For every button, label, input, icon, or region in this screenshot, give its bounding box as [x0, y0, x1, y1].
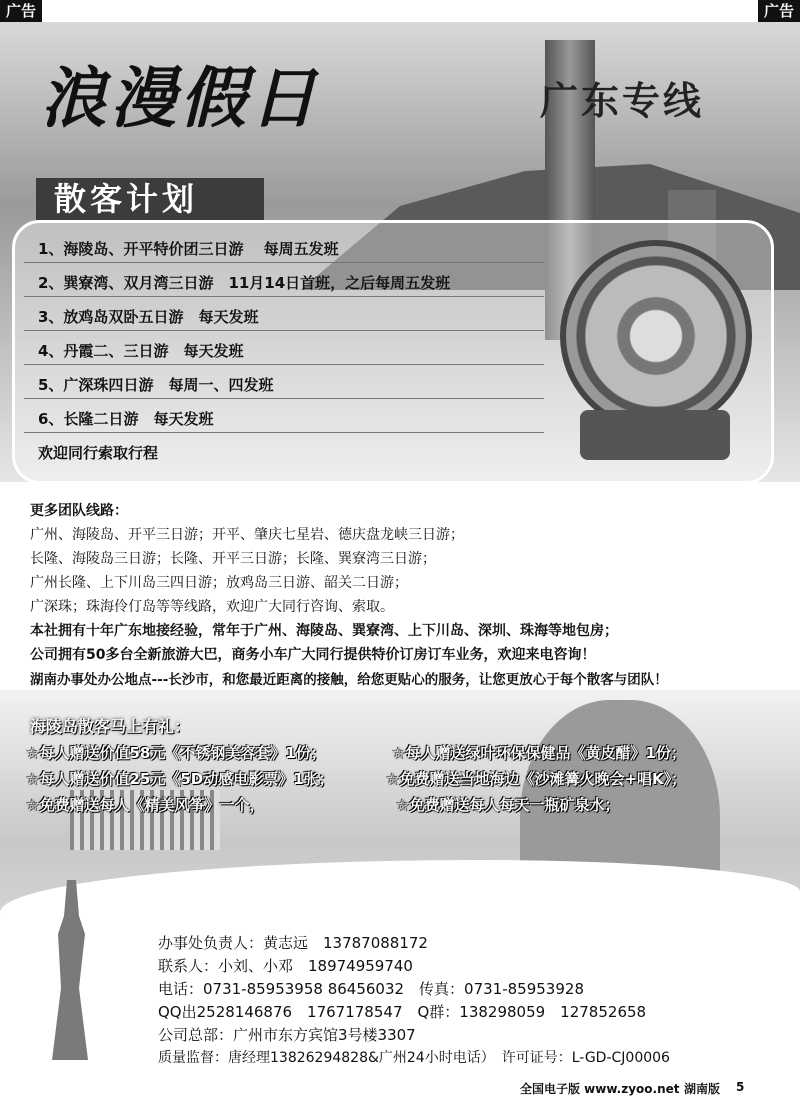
plan-item: 6、长隆二日游 每天发班 — [38, 410, 214, 428]
brand-logo: 浪漫假日 — [40, 59, 320, 137]
plan-note: 欢迎同行索取行程 — [38, 444, 159, 462]
contact-line: 办事处负责人：黄志远 13787088172 — [158, 934, 428, 952]
divider — [24, 262, 544, 263]
ad-tag-left: 广告 — [0, 0, 42, 22]
section-title: 散客计划 — [36, 178, 264, 220]
gift-title: 海陵岛散客马上有礼： — [30, 717, 191, 736]
gift-item: ☆免费赠送当地海边《沙滩篝火晚会+唱K》； — [386, 770, 687, 788]
contact-line: 联系人：小刘、小邓 18974959740 — [158, 957, 413, 975]
divider — [24, 296, 544, 297]
plan-item: 4、丹霞二、三日游 每天发班 — [38, 342, 244, 360]
gift-item: ☆每人赠送价值58元《不锈钢美容套》1份； — [26, 744, 326, 762]
route-line: 广深珠；珠海伶仃岛等等线路，欢迎广大同行咨询、索取。 — [30, 599, 394, 615]
contact-line: QQ出2528146876 1767178547 Q群：138298059 127852658 — [158, 1003, 647, 1021]
company-info: 湖南办事处办公地点---长沙市，和您最近距离的接触，给您更贴心的服务，让您更放心于每个散客与团队！ — [30, 672, 668, 688]
contact-line: 电话：0731-85953958 86456032 传真：0731-85953928 — [158, 980, 584, 998]
company-info: 本社拥有十年广东地接经验，常年于广州、海陵岛、巽寮湾、上下川岛、深圳、珠海等地包房； — [30, 623, 618, 639]
gift-item: ☆每人赠送价值25元《5D动感电影票》1张； — [26, 770, 334, 788]
divider — [24, 364, 544, 365]
gift-item: ☆每人赠送绿叶环保保健品《黄皮醋》1份； — [392, 744, 686, 762]
sundial-icon — [560, 240, 752, 432]
sundial-base — [580, 410, 730, 460]
contact-line: 公司总部：广州市东方宾馆3号楼3307 — [158, 1026, 416, 1044]
gift-item: ☆免费赠送每人《精美风筝》一个， — [26, 796, 265, 814]
footer-page: 5 — [736, 1080, 745, 1094]
plan-item: 3、放鸡岛双卧五日游 每天发班 — [38, 308, 259, 326]
footer-edition: 湖南版 — [684, 1082, 721, 1096]
divider — [24, 398, 544, 399]
ad-tag-right: 广告 — [758, 0, 800, 22]
footer-site: 全国电子版 www.zyoo.net — [520, 1082, 680, 1096]
route-line: 长隆、海陵岛三日游；长隆、开平三日游；长隆、巽寮湾三日游； — [30, 551, 436, 567]
contact-line: 质量监督：唐经理13826294828&广州24小时电话） 许可证号：L-GD-CJ00006 — [158, 1050, 670, 1066]
plan-item: 1、海陵岛、开平特价团三日游 每周五发班 — [38, 240, 339, 258]
route-line: 广州长隆、上下川岛三四日游；放鸡岛三日游、韶关二日游； — [30, 575, 408, 591]
company-info: 公司拥有50多台全新旅游大巴，商务小车广大同行提供特价订房订车业务，欢迎来电咨询！ — [30, 647, 596, 663]
plan-item: 5、广深珠四日游 每周一、四发班 — [38, 376, 274, 394]
more-routes-title: 更多团队线路： — [30, 503, 128, 519]
line-title: 广东专线 — [540, 79, 705, 123]
route-line: 广州、海陵岛、开平三日游；开平、肇庆七星岩、德庆盘龙峡三日游； — [30, 527, 464, 543]
plan-item: 2、巽寮湾、双月湾三日游 11月14日首班，之后每周五发班 — [38, 274, 451, 292]
divider — [24, 330, 544, 331]
gift-item: ☆免费赠送每人每天一瓶矿泉水； — [396, 796, 620, 814]
divider — [24, 432, 544, 433]
